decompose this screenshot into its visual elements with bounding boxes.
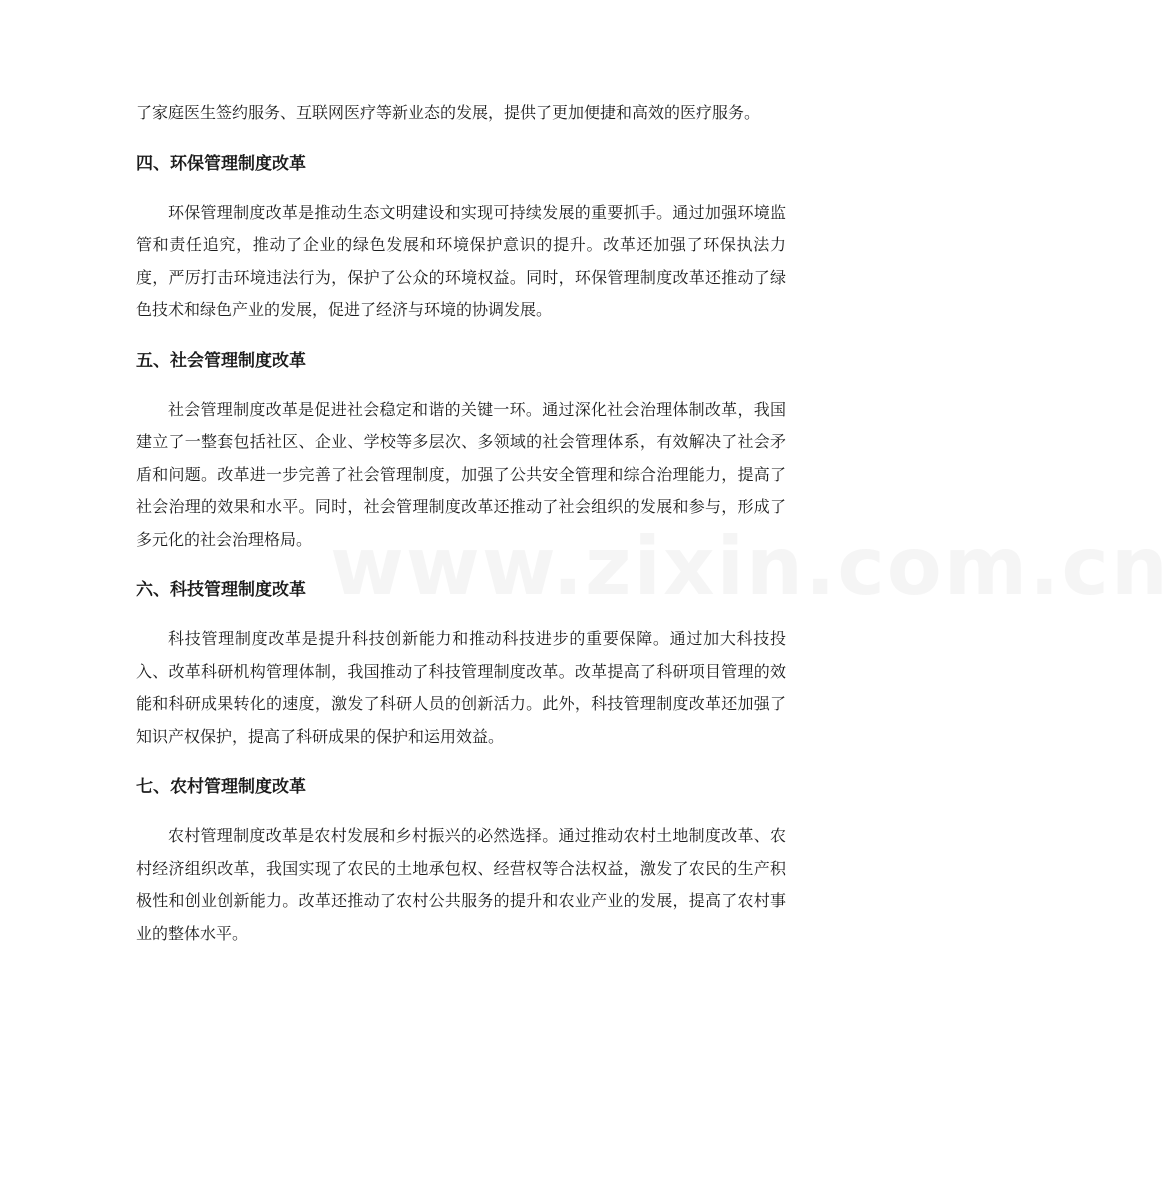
paragraph-rural: 农村管理制度改革是农村发展和乡村振兴的必然选择。通过推动农村土地制度改革、农村经济组织改革，我国实现了农民的土地承包权、经营权等合法权益，激发了农民的生产积极性和创业创新能力。改革还推动了农村公共服务的提升和农业产业的发展，提高了农村事业的整体水平。 xyxy=(136,826,786,943)
paragraph-technology: 科技管理制度改革是提升科技创新能力和推动科技进步的重要保障。通过加大科技投入、改革科研机构管理体制，我国推动了科技管理制度改革。改革提高了科研项目管理的效能和科研成果转化的速度，激发了科研人员的创新活力。此外，科技管理制度改革还加强了知识产权保护，提高了科研成果的保护和运用效益。 xyxy=(136,629,786,746)
paragraph-social: 社会管理制度改革是促进社会稳定和谐的关键一环。通过深化社会治理体制改革，我国建立了一整套包括社区、企业、学校等多层次、多领域的社会管理体系，有效解决了社会矛盾和问题。改革进一步完善了社会管理制度，加强了公共安全管理和综合治理能力，提高了社会治理的效果和水平。同时，社会管理制度改革还推动了社会组织的发展和参与，形成了多元化的社会治理格局。 xyxy=(136,399,786,549)
paragraph-continued: 了家庭医生签约服务、互联网医疗等新业态的发展，提供了更加便捷和高效的医疗服务。 xyxy=(136,103,761,122)
section-heading-rural: 七、农村管理制度改革 xyxy=(136,777,306,797)
section-heading-social: 五、社会管理制度改革 xyxy=(136,350,306,371)
section-heading-technology: 六、科技管理制度改革 xyxy=(136,580,306,600)
document-body xyxy=(136,97,786,950)
watermark: www.zixin.com.cn xyxy=(330,520,1170,613)
section-heading-environment: 四、环保管理制度改革 xyxy=(136,153,306,174)
paragraph-environment: 环保管理制度改革是推动生态文明建设和实现可持续发展的重要抓手。通过加强环境监管和责任追究，推动了企业的绿色发展和环境保护意识的提升。改革还加强了环保执法力度，严厉打击环境违法行为，保护了公众的环境权益。同时，环保管理制度改革还推动了绿色技术和绿色产业的发展，促进了经济与环境的协调发展。 xyxy=(136,202,786,319)
